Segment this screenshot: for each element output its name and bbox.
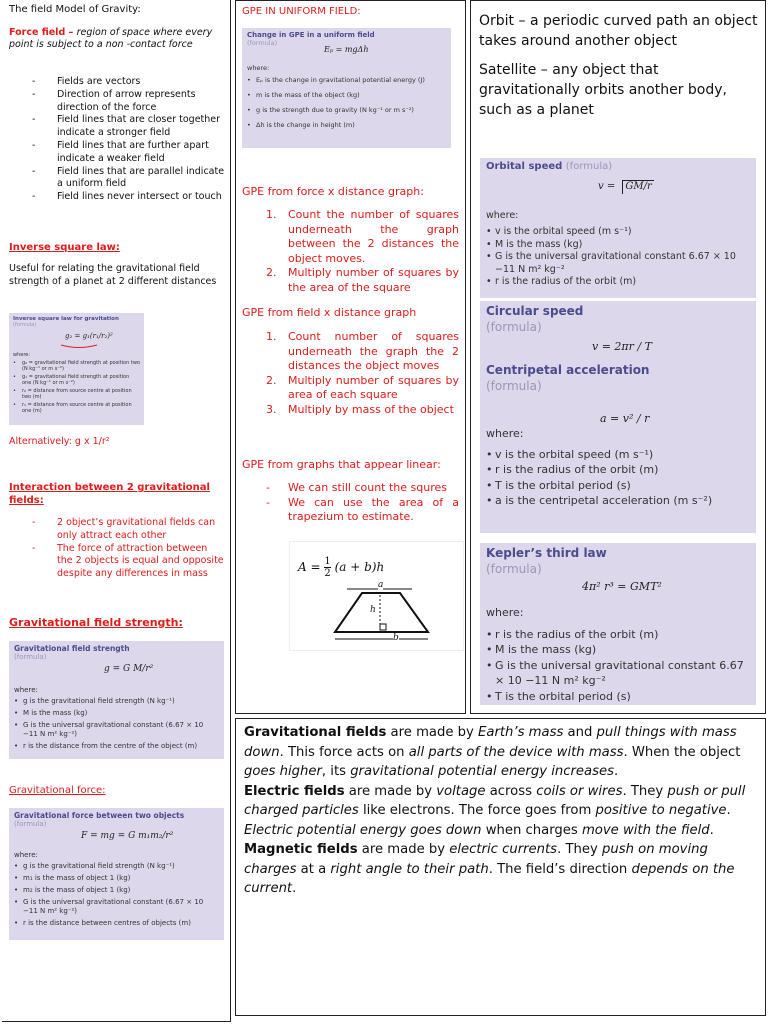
box-where: where: — [486, 427, 524, 440]
force-distance-heading: GPE from force x distance graph: — [242, 185, 424, 198]
box-formula-label: (formula) — [14, 820, 47, 828]
kepler-items — [486, 627, 750, 705]
centripetal-equation: a = v² / r — [600, 412, 650, 425]
box-formula-label: (formula) — [486, 561, 542, 576]
gforce-heading: Gravitational force: — [9, 785, 106, 796]
list-item: • r is the distance between centres of objects (m) — [14, 919, 219, 928]
box-formula-label: (formula) — [13, 322, 37, 328]
list-item: - We can use the area of a trapezium to estimate. — [266, 495, 459, 523]
list-item: • T is the orbital period (s) — [486, 478, 750, 494]
list-item: 2. Multiply number of squares by the area of the square — [266, 266, 459, 294]
circular-speed-box — [480, 301, 756, 533]
list-item: - 2 object’s gravitational fields can only attract each other — [32, 517, 216, 541]
force-distance-steps — [266, 208, 459, 295]
list-item: - The force of attraction between the 2 objects is equal and opposite despite any differences in mass — [32, 542, 224, 580]
centripetal-formula-label: (formula) — [486, 378, 542, 393]
orbital-speed-box — [480, 158, 756, 298]
column-orbits — [470, 0, 766, 714]
box-where: where: — [14, 686, 38, 694]
list-item: 1. Count the number of squares underneath the graph between the 2 distances the object moves. — [266, 208, 459, 265]
list-item: • Δh is the change in height (m) — [247, 121, 446, 129]
list-item: - Direction of arrow represents direction of the force — [32, 88, 196, 113]
box-title: Inverse square law for gravitation — [13, 316, 119, 322]
gforce-formula-box — [9, 808, 224, 940]
box-title: Kepler’s third law — [486, 546, 607, 560]
inverse-square-text: Useful for relating the gravitational field strength of a planet at 2 different distances — [9, 263, 217, 287]
list-item: • g is the gravitational field strength (N kg⁻¹) — [14, 862, 219, 871]
circular-items — [486, 447, 750, 509]
list-item: 2. Multiply number of squares by area of each square — [266, 373, 459, 401]
box-formula-label: (formula) — [247, 39, 278, 47]
list-item: - We can still count the squres — [266, 481, 448, 494]
box-title: Gravitational force between two objects — [14, 811, 185, 820]
gfs-equation: g = G M/r² — [104, 664, 154, 674]
gpe-formula-box — [242, 28, 451, 148]
list-item: - Fields are vectors — [32, 76, 141, 87]
list-item: • G is the universal gravitational constant 6.67 × 10 −11 N m² kg⁻² — [486, 658, 750, 689]
list-item: • v is the orbital speed (m s⁻¹) — [486, 226, 750, 239]
gfs-items — [14, 697, 219, 751]
inverse-square-heading: Inverse square law: — [9, 242, 120, 253]
magnetic-fields-paragraph: Magnetic fields are made by electric currents. They push on moving charges at a right angle to their path. The field’s direction depends on the current. — [244, 842, 735, 896]
interaction-heading: Interaction between 2 gravitational fields: — [9, 482, 210, 506]
kepler-equation: 4π² r³ = GMT² — [582, 580, 662, 593]
list-item: • m₂ is the mass of object 1 (kg) — [14, 886, 219, 895]
list-item: • r is the radius of the orbit (m) — [486, 462, 750, 478]
gpe-equation: Eₚ = mgΔh — [324, 45, 369, 54]
box-where: where: — [247, 64, 270, 72]
gfs-formula-box — [9, 641, 224, 759]
interaction-list — [32, 517, 224, 581]
list-item: - Field lines that are further apart indicate a weaker field — [32, 139, 209, 164]
list-item: • r is the distance from the centre of the object (m) — [14, 742, 219, 751]
trapezium-figure — [289, 541, 464, 651]
list-item: 3. Multiply by mass of the object — [266, 402, 454, 416]
col1-title: The field Model of Gravity: — [9, 4, 141, 15]
field-points-list — [32, 76, 227, 204]
gpe-items — [247, 76, 446, 129]
box-formula-label: (formula) — [14, 653, 47, 661]
box-title: Circular speed — [486, 304, 584, 318]
list-item: • r is the radius of the orbit (m) — [486, 276, 750, 289]
force-field-def: region of space where every point is subject to a non -contact force — [9, 27, 213, 50]
box-where: where: — [486, 209, 519, 221]
list-item: • T is the orbital period (s) — [486, 689, 750, 705]
list-item: • M is the mass (kg) — [486, 239, 750, 252]
linear-points — [266, 481, 459, 525]
col2-title: GPE IN UNIFORM FIELD: — [242, 6, 361, 17]
fields-summary-panel — [235, 718, 766, 1016]
box-where: where: — [486, 606, 524, 619]
list-item: • G is the universal gravitational constant (6.67 × 10 −11 N m² kg⁻²) — [14, 898, 219, 916]
box-title: Gravitational field strength — [14, 644, 130, 653]
list-item: • G is the universal gravitational constant (6.67 × 10 −11 N m² kg⁻²) — [14, 721, 219, 739]
list-item: • g₁ = gravitational field strength at position one (N kg⁻¹ or m s⁻²) — [13, 374, 140, 386]
column-gravity-field-model — [2, 0, 231, 1022]
orbital-speed-equation: v = GM/r — [598, 181, 652, 192]
list-item: - Field lines that are parallel indicate a uniform field — [32, 165, 225, 190]
list-item: • a is the centripetal acceleration (m s⁻²) — [486, 493, 750, 509]
linear-heading: GPE from graphs that appear linear: — [242, 458, 441, 471]
orbit-definition: Orbit – a periodic curved path an object takes around another object — [479, 13, 758, 49]
list-item: • m is the mass of the object (kg) — [247, 91, 446, 99]
orbital-items — [486, 226, 750, 289]
red-underline-mark — [59, 343, 99, 349]
alternatively-text: Alternatively: g x 1/r² — [9, 436, 110, 447]
list-item: • g is the gravitational field strength (N kg⁻¹) — [14, 697, 219, 706]
list-item: • r₁ = distance from source centre at position one (m) — [13, 402, 140, 414]
list-item: • g is the strength due to gravity (N kg⁻¹ or m s⁻²) — [247, 106, 446, 114]
trapezium-formula: A = $\frac{1}{2}$ (a + b)h — [298, 556, 385, 579]
list-item: 1. Count number of squares underneath the graph the 2 distances the object moves — [266, 330, 459, 372]
gforce-equation: F = mg = G m₁m₂/r² — [81, 831, 174, 841]
list-item: • Eₚ is the change in gravitational potential energy (J) — [247, 76, 446, 84]
list-item: • M is the mass (kg) — [486, 642, 750, 658]
inverse-items — [13, 360, 140, 414]
list-item: - Field lines that are closer together indicate a stronger field — [32, 114, 221, 139]
box-where: where: — [13, 352, 31, 358]
box-title: Orbital speed (formula) — [486, 161, 613, 172]
centripetal-title: Centripetal acceleration — [486, 363, 650, 377]
list-item: • v is the orbital speed (m s⁻¹) — [486, 447, 750, 463]
circular-speed-equation: v = 2πr / T — [592, 340, 652, 353]
box-title: Change in GPE in a uniform field — [247, 31, 375, 39]
kepler-box — [480, 543, 756, 705]
gforce-items — [14, 862, 219, 928]
electric-fields-paragraph: Electric fields are made by voltage across coils or wires. They push or pull charged particles like electrons. The force goes from positive to negative. Electric potential energy goes down when charges move with the field. — [244, 783, 746, 838]
list-item: • r₂ = distance from source centre at position two (m) — [13, 388, 140, 400]
list-item: • G is the universal gravitational constant 6.67 × 10 −11 N m² kg⁻² — [486, 251, 750, 276]
box-where: where: — [14, 851, 38, 859]
list-item: • g₂ = gravitational field strength at position two (N kg⁻¹ or m s⁻²) — [13, 360, 140, 372]
trapezium-diagram — [290, 542, 465, 652]
inverse-square-equation: g₂ = g₁(r₁/r₂)² — [65, 332, 113, 340]
gravitational-fields-paragraph: Gravitational fields are made by Earth’s mass and pull things with mass down. This force acts on all parts of the device with mass. When the object goes higher, its gravitational potential energy increases. — [244, 725, 741, 779]
force-field-definition — [9, 27, 224, 51]
list-item: • m₁ is the mass of object 1 (kg) — [14, 874, 219, 883]
satellite-definition: Satellite – any object that gravitationally orbits another body, such as a planet — [479, 62, 727, 118]
inverse-square-formula-box — [9, 313, 144, 425]
label-b: b — [393, 633, 399, 643]
list-item: • M is the mass (kg) — [14, 709, 219, 718]
force-field-term: Force field – — [9, 27, 77, 38]
label-h: h — [370, 605, 376, 615]
list-item: - Field lines never intersect or touch — [32, 191, 222, 203]
column-gpe — [235, 0, 466, 714]
gfs-heading: Gravitational field strength: — [9, 616, 183, 629]
box-formula-label: (formula) — [486, 319, 542, 334]
field-distance-heading: GPE from field x distance graph — [242, 306, 417, 319]
label-a: a — [378, 580, 384, 590]
list-item: • r is the radius of the orbit (m) — [486, 627, 750, 643]
field-distance-steps — [266, 330, 459, 417]
